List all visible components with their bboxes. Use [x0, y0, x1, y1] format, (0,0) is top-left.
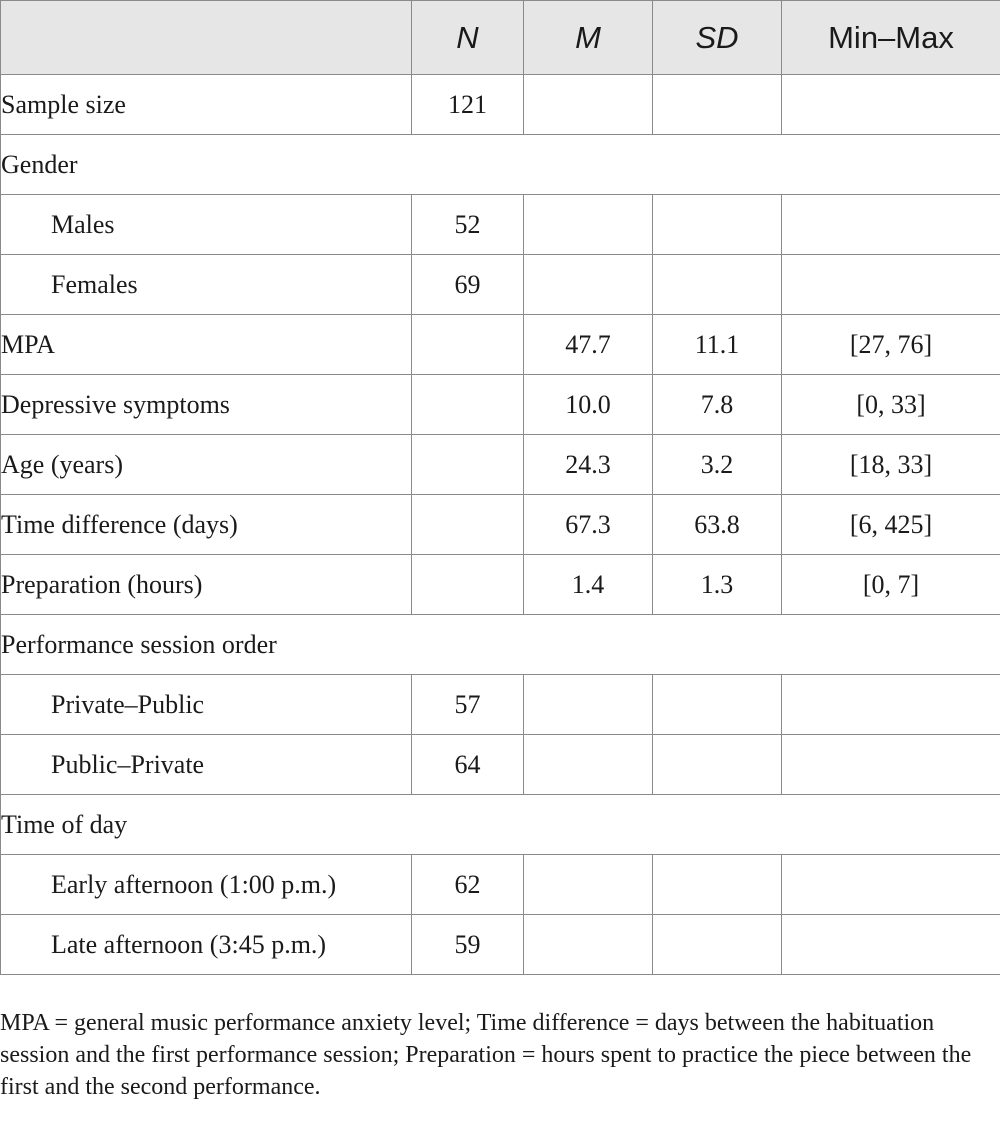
row-label: Time difference (days): [1, 495, 412, 555]
cell-range: [782, 855, 1000, 915]
table-row: [1, 495, 1000, 555]
cell-n: 69: [412, 255, 524, 315]
cell-range: [6, 425]: [782, 495, 1000, 555]
cell-n: [412, 435, 524, 495]
table-row: [1, 255, 1000, 315]
cell-range: [782, 735, 1000, 795]
table-row: [1, 315, 1000, 375]
table-group-row: [1, 615, 1000, 675]
cell-range: [782, 195, 1000, 255]
cell-n: [412, 495, 524, 555]
table-group-row: [1, 135, 1000, 195]
row-label: Females: [1, 255, 412, 315]
row-label: Males: [1, 195, 412, 255]
table-footnote: MPA = general music performance anxiety level; Time difference = days between the habituation session and the first performance session; Preparation = hours spent to practice the piece between the first and the second performance.: [0, 1010, 972, 1100]
cell-n: [412, 555, 524, 615]
table-row: [1, 555, 1000, 615]
cell-m: 24.3: [524, 435, 653, 495]
row-label: Late afternoon (3:45 p.m.): [1, 915, 412, 975]
table-group-row: [1, 795, 1000, 855]
cell-n: 59: [412, 915, 524, 975]
cell-sd: 7.8: [653, 375, 782, 435]
cell-range: [0, 33]: [782, 375, 1000, 435]
row-label: Public–Private: [1, 735, 412, 795]
cell-range: [782, 915, 1000, 975]
cell-m: 1.4: [524, 555, 653, 615]
cell-m: 10.0: [524, 375, 653, 435]
cell-sd: [653, 735, 782, 795]
cell-n: 62: [412, 855, 524, 915]
group-label: Time of day: [1, 795, 1000, 855]
row-label: Early afternoon (1:00 p.m.): [1, 855, 412, 915]
cell-sd: [653, 915, 782, 975]
table-row: [1, 915, 1000, 975]
table-row: [1, 375, 1000, 435]
cell-n: 52: [412, 195, 524, 255]
cell-range: [782, 675, 1000, 735]
cell-range: [782, 255, 1000, 315]
cell-m: [524, 855, 653, 915]
group-label: Gender: [1, 135, 1000, 195]
cell-sd: [653, 255, 782, 315]
cell-m: [524, 735, 653, 795]
cell-n: [412, 315, 524, 375]
table-row: [1, 195, 1000, 255]
row-label: Preparation (hours): [1, 555, 412, 615]
table-row: [1, 855, 1000, 915]
header-sd: SD: [653, 1, 782, 75]
cell-range: [782, 75, 1000, 135]
cell-m: [524, 675, 653, 735]
cell-m: [524, 75, 653, 135]
table-row: [1, 435, 1000, 495]
cell-n: 121: [412, 75, 524, 135]
header-min-max: Min–Max: [782, 1, 1000, 75]
table-header-row: [1, 1, 1000, 75]
table-row: [1, 735, 1000, 795]
header-n: N: [412, 1, 524, 75]
table-row: [1, 675, 1000, 735]
header-blank: [1, 1, 412, 75]
cell-m: [524, 195, 653, 255]
row-label: MPA: [1, 315, 412, 375]
cell-sd: [653, 195, 782, 255]
row-label: Age (years): [1, 435, 412, 495]
group-label: Performance session order: [1, 615, 1000, 675]
cell-n: 64: [412, 735, 524, 795]
cell-m: [524, 915, 653, 975]
cell-range: [27, 76]: [782, 315, 1000, 375]
cell-sd: 3.2: [653, 435, 782, 495]
cell-m: [524, 255, 653, 315]
row-label: Depressive symptoms: [1, 375, 412, 435]
cell-n: [412, 375, 524, 435]
cell-range: [0, 7]: [782, 555, 1000, 615]
row-label: Private–Public: [1, 675, 412, 735]
cell-sd: [653, 75, 782, 135]
cell-m: 67.3: [524, 495, 653, 555]
cell-sd: 1.3: [653, 555, 782, 615]
header-m: M: [524, 1, 653, 75]
cell-sd: [653, 675, 782, 735]
cell-sd: 63.8: [653, 495, 782, 555]
table-row: [1, 75, 1000, 135]
cell-range: [18, 33]: [782, 435, 1000, 495]
cell-sd: [653, 855, 782, 915]
cell-n: 57: [412, 675, 524, 735]
row-label: Sample size: [1, 75, 412, 135]
cell-sd: 11.1: [653, 315, 782, 375]
cell-m: 47.7: [524, 315, 653, 375]
